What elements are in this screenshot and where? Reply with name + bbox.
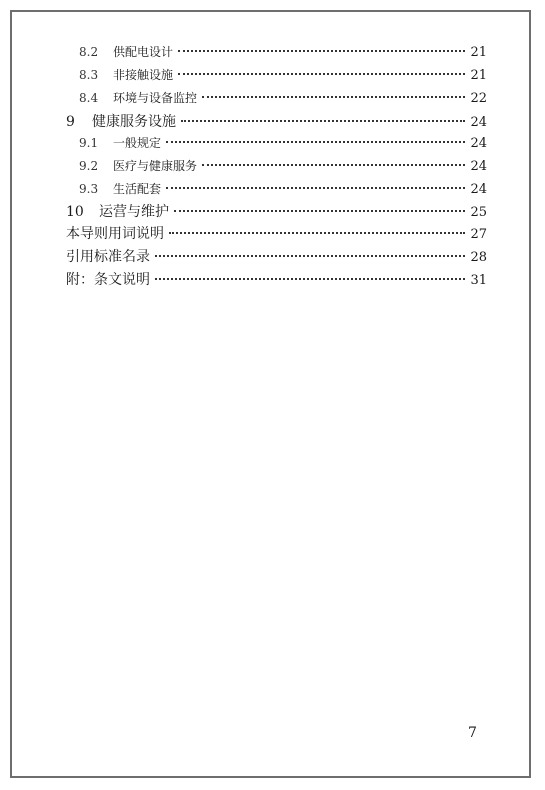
page-number: 7 xyxy=(468,725,477,741)
toc-entry-title: 一般规定 xyxy=(113,136,162,150)
dot-leader xyxy=(202,96,465,98)
toc-entry-9[interactable] xyxy=(66,111,487,131)
toc-entry-page: 28 xyxy=(470,250,487,265)
toc-entry-9-2[interactable] xyxy=(79,157,487,174)
toc-entry-title: 非接触设施 xyxy=(113,68,174,82)
toc-entry-page: 27 xyxy=(470,227,487,242)
toc-entry-explanation[interactable] xyxy=(66,269,487,289)
toc-entry-title: 环境与设备监控 xyxy=(113,91,198,105)
dot-leader xyxy=(166,141,465,143)
toc-entry-page: 24 xyxy=(470,159,487,174)
toc-entry-page: 24 xyxy=(470,182,487,197)
toc-entry-title: 生活配套 xyxy=(113,182,162,196)
toc-entry-title: 引用标准名录 xyxy=(66,249,150,265)
toc-entry-title: 本导则用词说明 xyxy=(66,226,164,242)
toc-entry-page: 22 xyxy=(470,91,487,106)
toc-entry-number: 9 xyxy=(66,114,75,130)
toc-entry-8-3[interactable] xyxy=(79,66,487,83)
toc-entry-number: 9.2 xyxy=(79,159,99,173)
dot-leader xyxy=(202,164,465,166)
toc-entry-page: 31 xyxy=(470,273,487,288)
dot-leader xyxy=(169,232,465,234)
toc-entry-number: 8.2 xyxy=(79,45,99,59)
document-page xyxy=(10,10,531,778)
toc-entry-10[interactable] xyxy=(66,201,487,221)
toc-entry-page: 21 xyxy=(470,68,487,83)
toc-entry-page: 25 xyxy=(470,205,487,220)
toc-entry-page: 24 xyxy=(470,115,487,130)
toc-entry-page: 21 xyxy=(470,45,487,60)
toc-entry-8-4[interactable] xyxy=(79,89,487,106)
toc-entry-number: 9.3 xyxy=(79,182,99,196)
toc-entry-title: 供配电设计 xyxy=(113,45,174,59)
toc-entry-number: 8.3 xyxy=(79,68,99,82)
toc-entry-terms[interactable] xyxy=(66,223,487,243)
toc-entry-number: 10 xyxy=(66,204,84,220)
toc-entry-number: 9.1 xyxy=(79,136,99,150)
toc-entry-standards[interactable] xyxy=(66,246,487,266)
toc-entry-title: 运营与维护 xyxy=(99,204,169,220)
dot-leader xyxy=(178,50,465,52)
toc-entry-number: 8.4 xyxy=(79,91,99,105)
toc-entry-title: 附：条文说明 xyxy=(66,272,150,288)
dot-leader xyxy=(155,278,465,280)
toc-entry-8-2[interactable] xyxy=(79,43,487,60)
toc-entry-title: 健康服务设施 xyxy=(92,114,176,130)
dot-leader xyxy=(181,120,465,122)
toc-entry-9-3[interactable] xyxy=(79,180,487,197)
dot-leader xyxy=(174,210,465,212)
toc-entry-page: 24 xyxy=(470,136,487,151)
toc-entry-9-1[interactable] xyxy=(79,134,487,151)
dot-leader xyxy=(178,73,465,75)
dot-leader xyxy=(155,255,465,257)
dot-leader xyxy=(166,187,465,189)
toc-entry-title: 医疗与健康服务 xyxy=(113,159,198,173)
table-of-contents xyxy=(12,12,529,776)
